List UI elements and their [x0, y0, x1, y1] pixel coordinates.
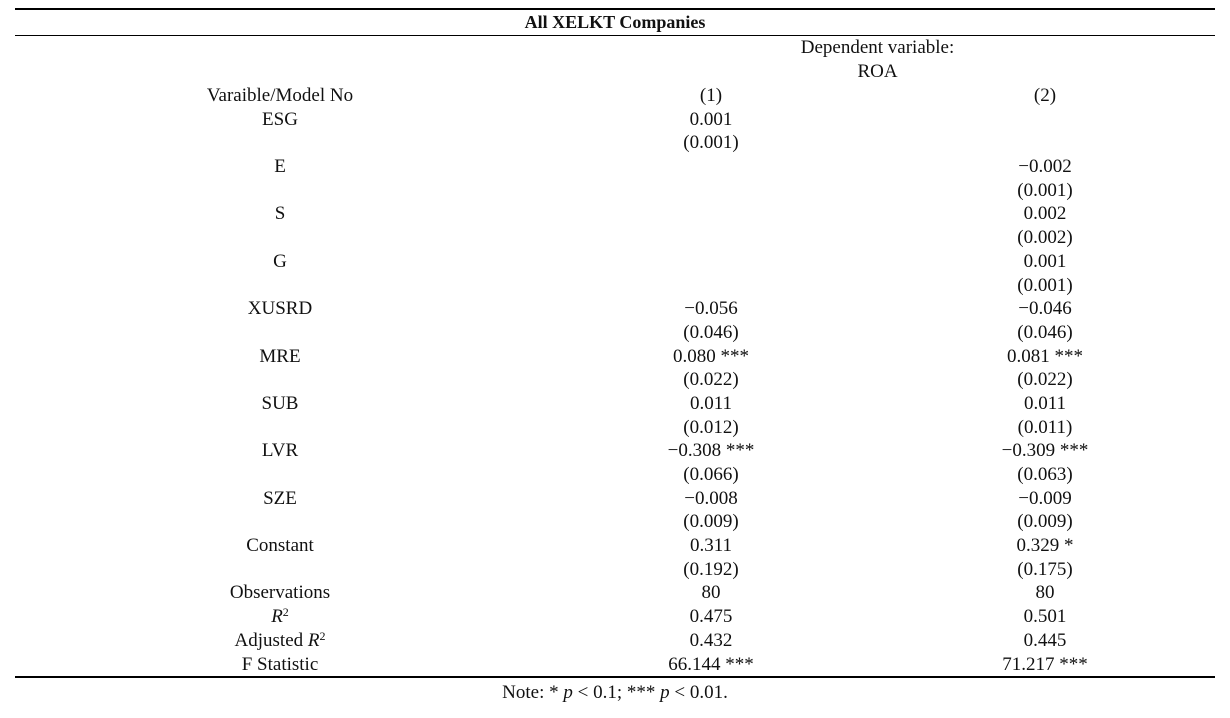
model1-value: 0.011	[689, 392, 733, 414]
dependent-variable-label: Dependent variable:	[800, 37, 955, 58]
model2-value: (0.063)	[1017, 464, 1073, 485]
table-row	[15, 534, 1215, 558]
table-row	[15, 558, 1215, 582]
f-statistic-label: F Statistic	[241, 653, 319, 675]
row-label: XUSRD	[247, 298, 313, 320]
f-statistic-row	[15, 653, 1215, 677]
table-note: Note: * p < 0.1; *** p < 0.01.	[502, 682, 728, 704]
adjusted-r-squared-model2: 0.445	[1023, 629, 1067, 651]
model2-value: (0.175)	[1017, 558, 1073, 580]
model2-value: −0.046	[1018, 298, 1072, 320]
observations-row	[15, 581, 1215, 605]
row-label: LVR	[261, 440, 299, 462]
model2-value: −0.002	[1018, 156, 1072, 178]
table-row	[15, 108, 1215, 132]
column-header-model1: (1)	[699, 85, 723, 106]
model1-value: −0.008	[684, 487, 738, 509]
r-squared-model1: 0.475	[689, 606, 733, 628]
model2-value: (0.001)	[1017, 179, 1073, 201]
table-row	[15, 439, 1215, 463]
model2-value: (0.022)	[1017, 369, 1073, 391]
table-row	[15, 226, 1215, 250]
r-squared-model2: 0.501	[1023, 606, 1067, 628]
model2-value: (0.009)	[1017, 511, 1073, 533]
dependent-variable-label-row	[15, 36, 1215, 60]
model1-value: −0.308 ***	[667, 440, 755, 462]
dependent-variable-name: ROA	[857, 61, 898, 82]
model1-value: −0.056	[684, 298, 738, 320]
row-label: Constant	[246, 535, 314, 557]
column-header-row	[15, 84, 1215, 108]
model1-value: (0.192)	[683, 558, 739, 580]
table-row	[15, 274, 1215, 298]
model1-value: 0.311	[689, 535, 733, 557]
row-label: ESG	[262, 108, 298, 130]
table-row	[15, 416, 1215, 440]
model2-value: 0.002	[1023, 203, 1067, 225]
dependent-variable-name-row	[15, 60, 1215, 84]
table-row	[15, 345, 1215, 369]
column-header-label: Varaible/Model No	[206, 85, 354, 106]
row-label: G	[273, 250, 287, 272]
table-row	[15, 463, 1215, 487]
model1-value: (0.001)	[683, 132, 739, 154]
model1-value: (0.012)	[683, 416, 739, 438]
model2-value: 0.011	[1023, 392, 1067, 414]
table-row	[15, 202, 1215, 226]
model2-value: (0.001)	[1017, 274, 1073, 296]
regression-table	[15, 8, 1215, 708]
table-row	[15, 510, 1215, 534]
adjusted-r-squared-row	[15, 629, 1215, 653]
row-label: SUB	[261, 392, 299, 414]
adjusted-r-squared-model1: 0.432	[689, 629, 733, 651]
model2-value: 0.329 *	[1016, 535, 1074, 557]
table-row	[15, 179, 1215, 203]
table-title: All XELKT Companies	[524, 12, 706, 32]
column-header-model2: (2)	[1033, 85, 1057, 106]
observations-model1: 80	[701, 582, 721, 604]
model2-value: (0.046)	[1017, 321, 1073, 343]
model2-value: 0.001	[1023, 250, 1067, 272]
model1-value: 0.001	[689, 108, 733, 130]
model1-value: (0.066)	[683, 464, 739, 485]
model2-value: (0.011)	[1017, 416, 1073, 438]
row-label: E	[274, 156, 286, 178]
model1-value: (0.046)	[683, 321, 739, 343]
table-row	[15, 155, 1215, 179]
f-statistic-model2: 71.217 ***	[1002, 653, 1088, 675]
model1-value: (0.022)	[683, 369, 739, 391]
model1-value: (0.009)	[683, 511, 739, 533]
model1-value: 0.080 ***	[673, 345, 749, 367]
table-row	[15, 297, 1215, 321]
table-row	[15, 487, 1215, 511]
row-label: MRE	[259, 345, 301, 367]
r-squared-row	[15, 605, 1215, 629]
r-squared-label: $R^2$	[271, 605, 289, 628]
model2-value: −0.309 ***	[1001, 440, 1089, 462]
table-row	[15, 131, 1215, 155]
table-row	[15, 321, 1215, 345]
adjusted-r-squared-label: Adjusted $R^2$	[234, 628, 326, 651]
model2-value: (0.002)	[1017, 227, 1073, 249]
observations-model2: 80	[1035, 582, 1055, 604]
table-row	[15, 250, 1215, 274]
row-label: SZE	[263, 487, 297, 509]
model2-value: −0.009	[1018, 487, 1072, 509]
observations-label: Observations	[229, 582, 331, 604]
row-label: S	[274, 203, 286, 225]
f-statistic-model1: 66.144 ***	[668, 653, 754, 675]
table-row	[15, 368, 1215, 392]
table-body	[15, 108, 1215, 582]
model2-value: 0.081 ***	[1007, 345, 1083, 367]
table-row	[15, 392, 1215, 416]
